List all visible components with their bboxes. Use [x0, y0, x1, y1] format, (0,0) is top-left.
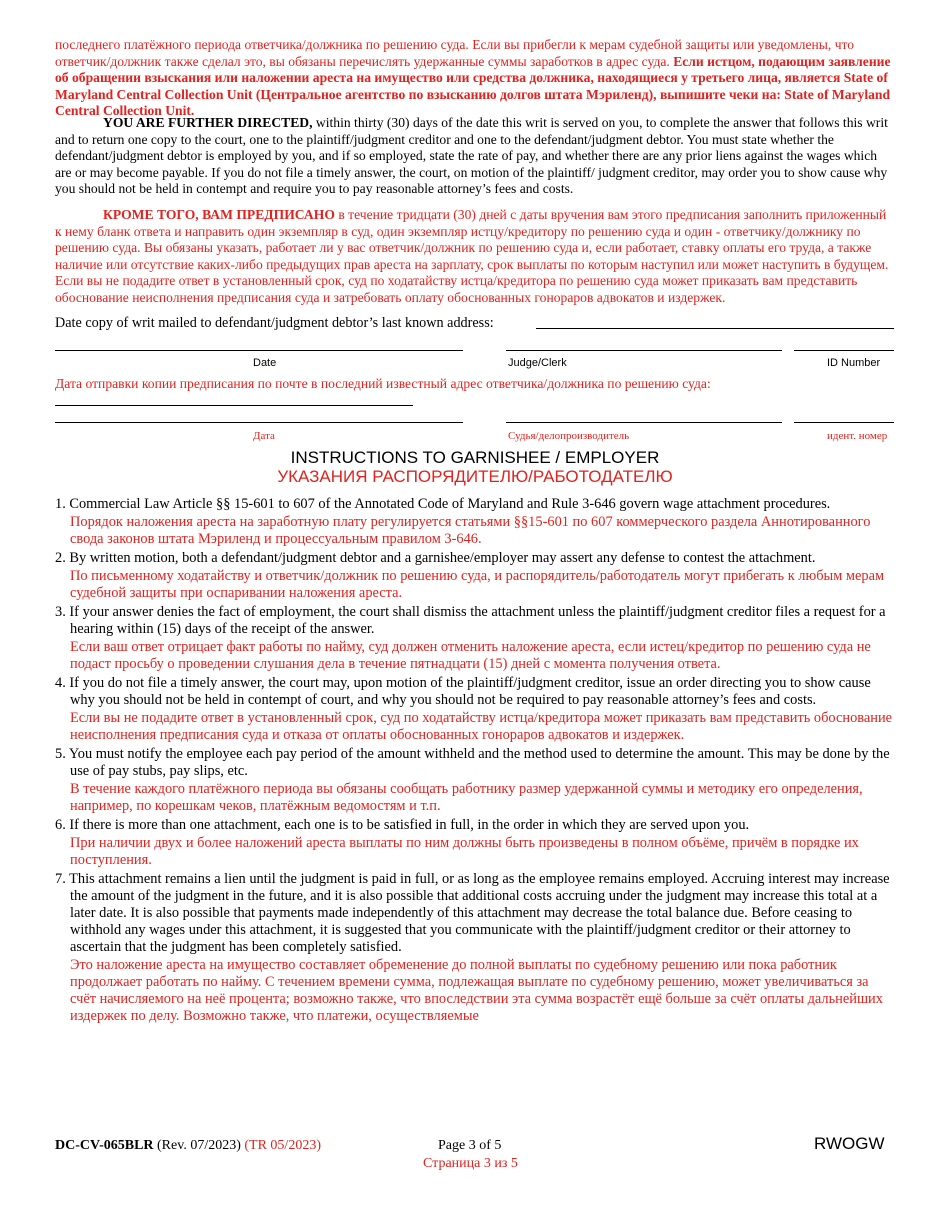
list-item: [55, 550, 898, 602]
item-ru: Порядок наложения ареста на заработную плату регулируется статьями §§15-601 по 607 коммерческого раздела Аннотированного свода законов штата Мэриленд и процессуальным правилом 3-646.: [70, 514, 871, 547]
list-item: [55, 871, 898, 1025]
ru-date-line[interactable]: [55, 422, 463, 423]
footer-form-id: [55, 1138, 321, 1154]
ru-paragraph-1-bold: Если истцом, подающим заявление об обращении взыскания или наложении ареста на имущество или средства должника, находящиеся у третьего лица, является State of Maryland Central Collection Unit (Центральное агентство по взысканию долгов штата Мэриленд), выпишите чеки на: State of Maryland Central Collection Unit.: [55, 53, 891, 118]
page-number-ru: Страница 3 из 5: [423, 1156, 518, 1171]
en-directed-paragraph: [55, 115, 895, 198]
date-signature-line[interactable]: [55, 350, 463, 351]
item-en: 3. If your answer denies the fact of employment, the court shall dismiss the attachment unless the plaintiff/judgment creditor files a request for a hearing within (15) days of the receipt of the answer.: [55, 604, 886, 637]
id-number-line[interactable]: [794, 350, 894, 351]
en-directed-lead: YOU ARE FURTHER DIRECTED,: [103, 115, 313, 130]
instructions-title: INSTRUCTIONS TO GARNISHEE / EMPLOYER: [290, 448, 660, 467]
item-ru: По письменному ходатайству и ответчик/должник по решению суда, и распорядитель/работодатель могут прибегать к любым мерам судебной защиты при оспаривании наложения ареста.: [70, 568, 885, 601]
form-id: DC-CV-065BLR: [55, 1138, 154, 1153]
item-en: 2. By written motion, both a defendant/judgment debtor and a garnishee/employer may assert any defense to contest the attachment.: [55, 550, 816, 566]
en-directed-text: within thirty (30) days of the date this writ is served on you, to complete the answer that follows this writ and to return one copy to the court, one to the plaintiff/judgment creditor and one to the defendant/judgment debtor. You must state whether the defendant/judgment debtor is employed by you, and if so employed, state the rate of pay, and whether there are any prior liens against the wages which are or may become payable. If you do not file a timely answer, the court, on motion of the plaintiff/ judgment creditor, may order you to show cause why you should not be held in contempt and require you to pay reasonable attorney’s fees and costs.: [55, 115, 888, 196]
item-ru: При наличии двух и более наложений ареста выплаты по ним должны быть произведены в полном объёме, причём в порядке их поступления.: [70, 835, 859, 868]
mail-date-label: Date copy of writ mailed to defendant/judgment debtor’s last known address:: [55, 315, 494, 331]
item-ru: В течение каждого платёжного периода вы обязаны сообщать работнику размер удержанной суммы и методику его определения, например, по корешкам чеков, платёжным ведомостям и т.п.: [70, 781, 863, 814]
item-en: 7. This attachment remains a lien until the judgment is paid in full, or as long as the employee remains employed. Accruing interest may increase the amount of the judgment in the future, and it is also possible that additional costs accruing under the judgment may increase this total at a later date. It is also possible that payments made independently of this attachment may decrease the total balance due. Before ceasing to withhold any wages under this attachment, it is suggested that you communicate with the plaintiff/judgment creditor or their attorney to ascertain that the judgment has been completely satisfied.: [55, 871, 890, 955]
judge-caption: Judge/Clerk: [508, 357, 567, 369]
item-ru: Если ваш ответ отрицает факт работы по найму, суд должен отменить наложение ареста, если истец/кредитор по решению суда не подаст просьбу о проведении слушания дела в течение пятнадцати (15) дней с момента получения ответа.: [70, 639, 871, 672]
date-caption: Date: [253, 357, 277, 369]
id-caption: ID Number: [827, 357, 881, 369]
list-item: [55, 817, 898, 869]
ru-mail-address-line[interactable]: [55, 405, 413, 406]
ru-date-caption: Дата: [253, 430, 275, 442]
ru-directed-text: в течение тридцати (30) дней с даты вручения вам этого предписания заполнить приложенный к нему бланк ответа и направить один экземпляр в суд, один экземпляр истцу/кредитору по решению суда и один - ответчику/должнику по решению суда. Вы обязаны указать, работает ли у вас ответчик/должник по решению суда и, если работает, ставку оплаты его труда, а также наличие или отсутствие каких-либо предыдущих прав ареста на зарплату, срок выплаты по которым наступил или может наступить в будущем. Если вы не подадите ответ в установленный срок, суд по ходатайству истца/кредитора по решению суда может приказать вам представить обоснование неисполнения предписания суда и затребовать оплату обоснованных гонораров адвокатов и издержек.: [55, 207, 889, 305]
item-en: 6. If there is more than one attachment, each one is to be satisfied in full, in the order in which they are served upon you.: [55, 817, 750, 833]
ru-id-line[interactable]: [794, 422, 894, 423]
page-number: Page 3 of 5: [438, 1138, 502, 1153]
ru-paragraph-1-text: последнего платёжного периода ответчика/должника по решению суда. Если вы прибегли к мерам судебной защиты или уведомлены, что ответчик/должник также сделал это, вы обязаны перечислять удержанные суммы заработков в адрес суда.: [55, 37, 855, 69]
form-code: RWOGW: [814, 1134, 885, 1153]
ru-directed-paragraph: [55, 207, 895, 306]
instructions-list: [55, 496, 898, 1027]
list-item: [55, 675, 898, 744]
item-ru: Это наложение ареста на имущество составляет обременение до полной выплаты по судебному решению или пока работник продолжает работать по найму. С течением времени сумма, подлежащая выплате по судебному решению, может увеличиваться за счёт начисляемого на неё процента; возможно также, что впоследствии эта сумма возрастёт ещё больше за счёт оплаты дальнейших издержек по делу. Возможно также, что платежи, осуществляемые: [70, 957, 883, 1024]
ru-id-caption: идент. номер: [827, 430, 888, 442]
item-en: 4. If you do not file a timely answer, the court may, upon motion of the plaintiff/judgment creditor, issue an order directing you to show cause why you should not be held in contempt of court, and why you should not be required to pay reasonable attorney’s fees and costs.: [55, 675, 871, 708]
ru-directed-lead: КРОМЕ ТОГО, ВАМ ПРЕДПИСАНО: [103, 207, 335, 222]
ru-judge-caption: Судья/делопроизводитель: [508, 430, 630, 442]
ru-judge-line[interactable]: [506, 422, 782, 423]
list-item: [55, 496, 898, 548]
form-rev: (Rev. 07/2023): [157, 1138, 241, 1153]
judge-signature-line[interactable]: [506, 350, 782, 351]
item-en: 5. You must notify the employee each pay period of the amount withheld and the method used to determine the amount. This may be done by the use of pay stubs, pay slips, etc.: [55, 746, 890, 779]
list-item: [55, 604, 898, 673]
form-tr: (TR 05/2023): [244, 1138, 321, 1153]
ru-mail-date-label: Дата отправки копии предписания по почте в последний известный адрес ответчика/должника по решению суда:: [55, 376, 711, 391]
ru-paragraph-1: [55, 37, 895, 120]
instructions-title-ru: УКАЗАНИЯ РАСПОРЯДИТЕЛЮ/РАБОТОДАТЕЛЮ: [277, 467, 673, 486]
item-en: 1. Commercial Law Article §§ 15-601 to 607 of the Annotated Code of Maryland and Rule 3-646 govern wage attachment procedures.: [55, 496, 831, 512]
mail-address-line[interactable]: [536, 328, 894, 329]
list-item: [55, 746, 898, 815]
item-ru: Если вы не подадите ответ в установленный срок, суд по ходатайству истца/кредитора может приказать вам представить обоснование неисполнения предписания суда и отказа от оплаты обоснованных гонораров адвокатов и издержек.: [70, 710, 893, 743]
